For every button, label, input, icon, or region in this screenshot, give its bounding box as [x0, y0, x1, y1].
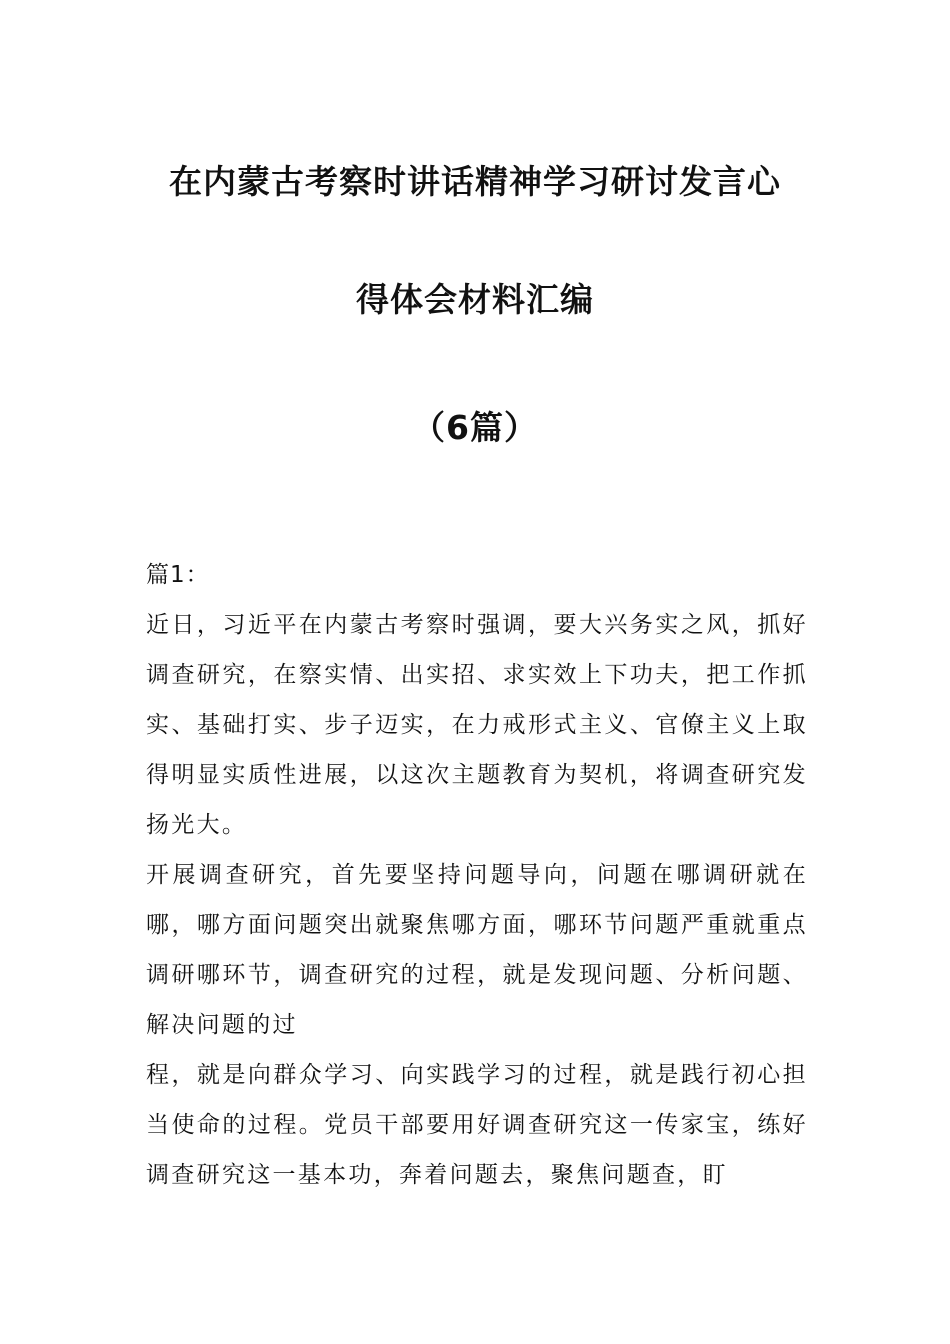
section-label: 篇1： — [146, 562, 210, 588]
paragraph: 开展调查研究，首先要坚持问题导向，问题在哪调研就在哪，哪方面问题突出就聚焦哪方面，哪环节问题严重就重点调研哪环节，调查研究的过程，就是发现问题、分析问题、解决问题的过 — [146, 862, 808, 1038]
paragraph: 近日，习近平在内蒙古考察时强调，要大兴务实之风，抓好调查研究，在察实情、出实招、求实效上下功夫，把工作抓实、基础打实、步子迈实，在力戒形式主义、官僚主义上取得明显实质性进展，以这次主题教育为契机，将调查研究发扬光大。 — [146, 612, 808, 838]
paragraph: 程，就是向群众学习、向实践学习的过程，就是践行初心担当使命的过程。党员干部要用好调查研究这一传家宝，练好调查研究这一基本功，奔着问题去，聚焦问题查，盯 — [146, 1062, 808, 1188]
document-title-line-2: 得体会材料汇编 — [356, 280, 594, 319]
document-title-line-1: 在内蒙古考察时讲话精神学习研讨发言心 — [169, 162, 781, 201]
document-body — [146, 550, 808, 1200]
document-subtitle: （6篇） — [412, 408, 538, 447]
